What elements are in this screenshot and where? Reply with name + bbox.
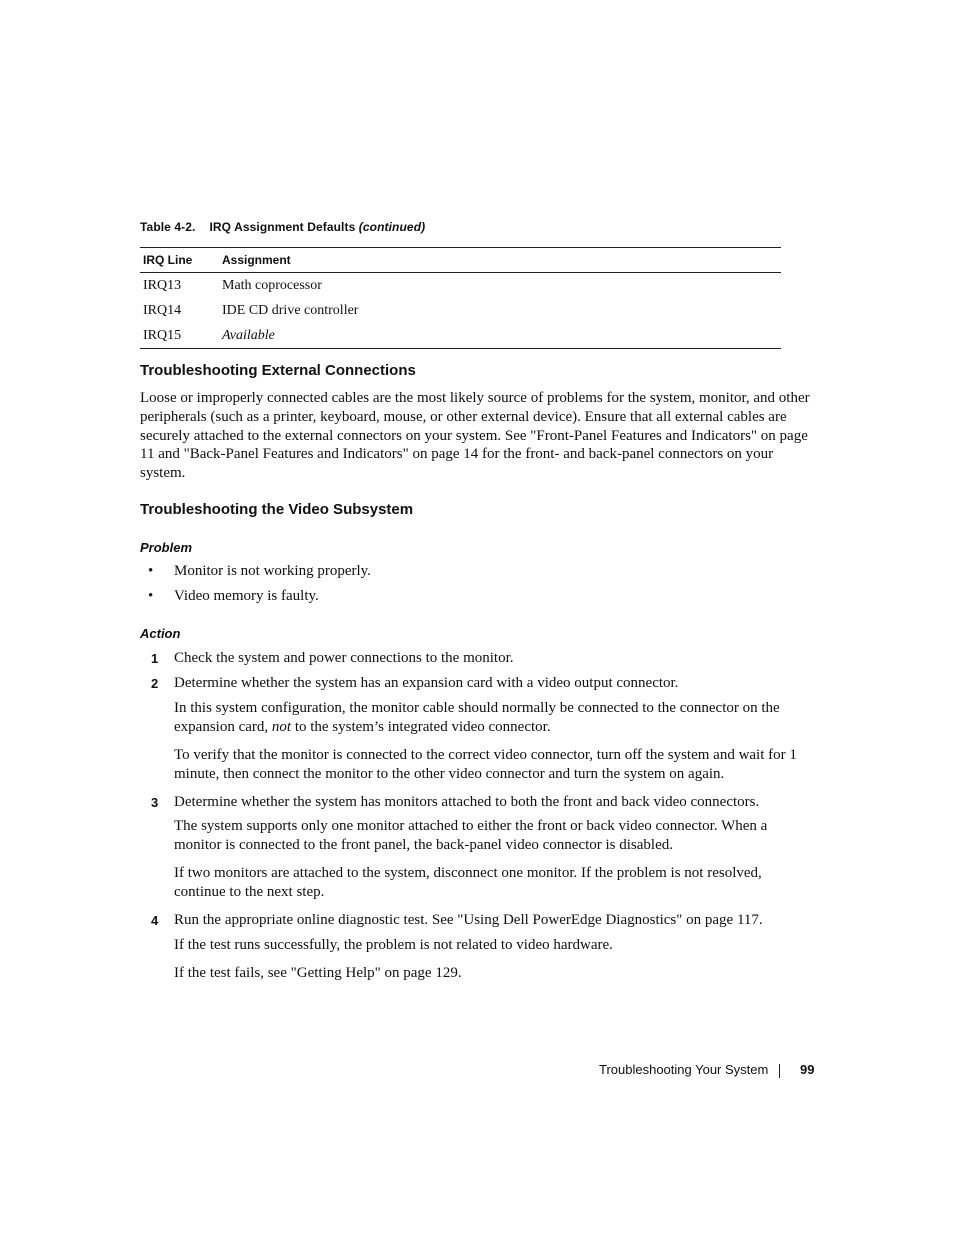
- step-number: 1: [151, 651, 159, 666]
- step-note: If two monitors are attached to the system, disconnect one monitor. If the problem is not resolved, continue to the next step.: [174, 865, 762, 900]
- step-text: Run the appropriate online diagnostic test. See "Using Dell PowerEdge Diagnostics" on page 117.: [174, 912, 763, 928]
- problem-item: Monitor is not working properly.: [174, 563, 371, 579]
- step-note: The system supports only one monitor attached to either the front or back video connector. When a monitor is connected to the front panel, the back-panel video connector is disabled.: [174, 818, 768, 853]
- table-caption-label: Table 4-2.: [140, 220, 196, 234]
- table-cell: IRQ15: [140, 323, 219, 349]
- bullet-icon: •: [148, 588, 154, 604]
- irq-assignment-table: [140, 247, 781, 349]
- table-row: [140, 273, 781, 299]
- section-body-external-connections: Loose or improperly connected cables are the most likely source of problems for the system, monitor, and other peripherals (such as a printer, keyboard, mouse, or other external device). Ensure that all external cables are securely attached to the external connectors on your system. See "Front-Panel Features and Indicators" on page 11 and "Back-Panel Features and Indicators" on page 14 for the front- and back-panel connectors on your system.: [140, 390, 810, 482]
- footer-chapter-title: Troubleshooting Your System: [599, 1062, 769, 1077]
- bullet-icon: •: [148, 563, 154, 579]
- section-heading-external-connections: Troubleshooting External Connections: [140, 362, 416, 379]
- column-header-assignment: Assignment: [219, 248, 781, 273]
- problem-item: Video memory is faulty.: [174, 588, 319, 604]
- emphasis-not: not: [271, 718, 292, 735]
- page-number: 99: [800, 1062, 815, 1077]
- problem-label: Problem: [140, 540, 193, 555]
- step-number: 4: [151, 913, 159, 928]
- footer-divider: [779, 1064, 780, 1078]
- step-text: Determine whether the system has monitors attached to both the front and back video connectors.: [174, 794, 760, 810]
- action-label: Action: [140, 626, 181, 641]
- step-note: In this system configuration, the monitor cable should normally be connected to the connector on the expansion card, not to the system’s integrated video connector.: [174, 700, 780, 735]
- table-cell: IDE CD drive controller: [222, 302, 359, 318]
- table-caption: [140, 220, 425, 234]
- table-cell: Math coprocessor: [222, 277, 322, 293]
- section-heading-video-subsystem: Troubleshooting the Video Subsystem: [140, 501, 414, 518]
- column-header-irq-line: IRQ Line: [140, 248, 219, 273]
- step-text: Determine whether the system has an expansion card with a video output connector.: [174, 675, 679, 691]
- step-text: Check the system and power connections to the monitor.: [174, 650, 514, 666]
- table-cell: IRQ13: [143, 277, 182, 293]
- table-row: [140, 323, 781, 349]
- step-note: If the test runs successfully, the problem is not related to video hardware.: [174, 937, 613, 953]
- step-number: 2: [151, 676, 159, 691]
- table-cell: IRQ14: [143, 302, 182, 318]
- step-note: If the test fails, see "Getting Help" on page 129.: [174, 965, 462, 981]
- step-number: 3: [151, 795, 159, 810]
- table-row: [140, 298, 781, 323]
- table-caption-title: IRQ Assignment Defaults: [209, 220, 356, 234]
- table-header-row: [140, 248, 781, 273]
- table-cell: Available: [219, 323, 781, 349]
- step-note: To verify that the monitor is connected to the correct video connector, turn off the system and wait for 1 minute, then connect the monitor to the other video connector and turn the system on again.: [174, 747, 797, 782]
- table-caption-suffix: (continued): [358, 220, 426, 234]
